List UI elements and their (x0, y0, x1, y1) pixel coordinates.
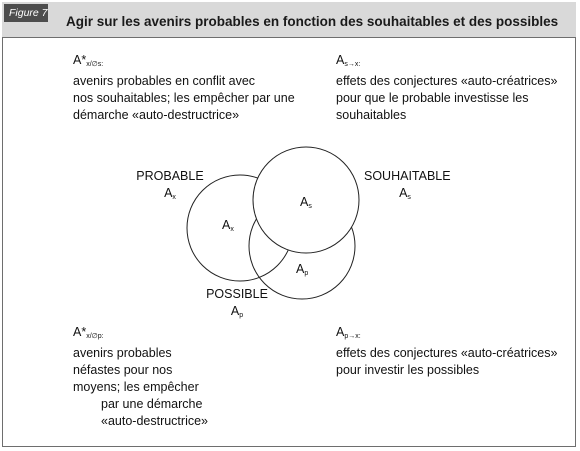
para-bottom-left (73, 324, 208, 430)
figure-tag: Figure 7 (4, 4, 48, 22)
para-line: «auto-destructrice» (101, 414, 209, 428)
para-line: pour que le probable investisse les (336, 91, 529, 105)
para-line: avenirs probables en conflit avec (73, 74, 256, 88)
para-line: néfastes pour nos (73, 363, 173, 377)
para-line: par une démarche (101, 397, 203, 411)
inner-label-x: $A_x$ (222, 218, 234, 233)
set-label-souhaitable: SOUHAITABLE $A_s$ (364, 169, 451, 201)
para-top-right-label: $A_{s\to x:}$ (336, 53, 361, 68)
set-label-possible: POSSIBLE $A_p$ (206, 287, 268, 319)
para-line: démarche «auto-destructrice» (73, 108, 240, 122)
figure-title: Agir sur les avenirs probables en fonction des souhaitables et des possibles (66, 14, 559, 29)
inner-label-s: $A_s$ (300, 195, 312, 210)
set-label-probable: PROBABLE $A_x$ (136, 169, 204, 201)
para-bottom-left-label: $A*_{x/\emptyset p:}$ (73, 325, 104, 340)
para-line: nos souhaitables; les empêcher par une (73, 91, 295, 105)
para-line: moyens; les empêcher (73, 380, 199, 394)
para-line: avenirs probables (73, 346, 172, 360)
para-bottom-right-label: $A_{p\to x:}$ (336, 325, 361, 340)
para-top-left-label: $A*_{x/\emptyset s:}$ (73, 53, 104, 68)
para-line: pour investir les possibles (336, 363, 480, 377)
para-line: souhaitables (336, 108, 407, 122)
para-line: effets des conjectures «auto-créatrices» (336, 74, 558, 88)
inner-label-p: $A_p$ (296, 262, 309, 277)
para-bottom-right (336, 324, 557, 379)
para-line: effets des conjectures «auto-créatrices» (336, 346, 558, 360)
